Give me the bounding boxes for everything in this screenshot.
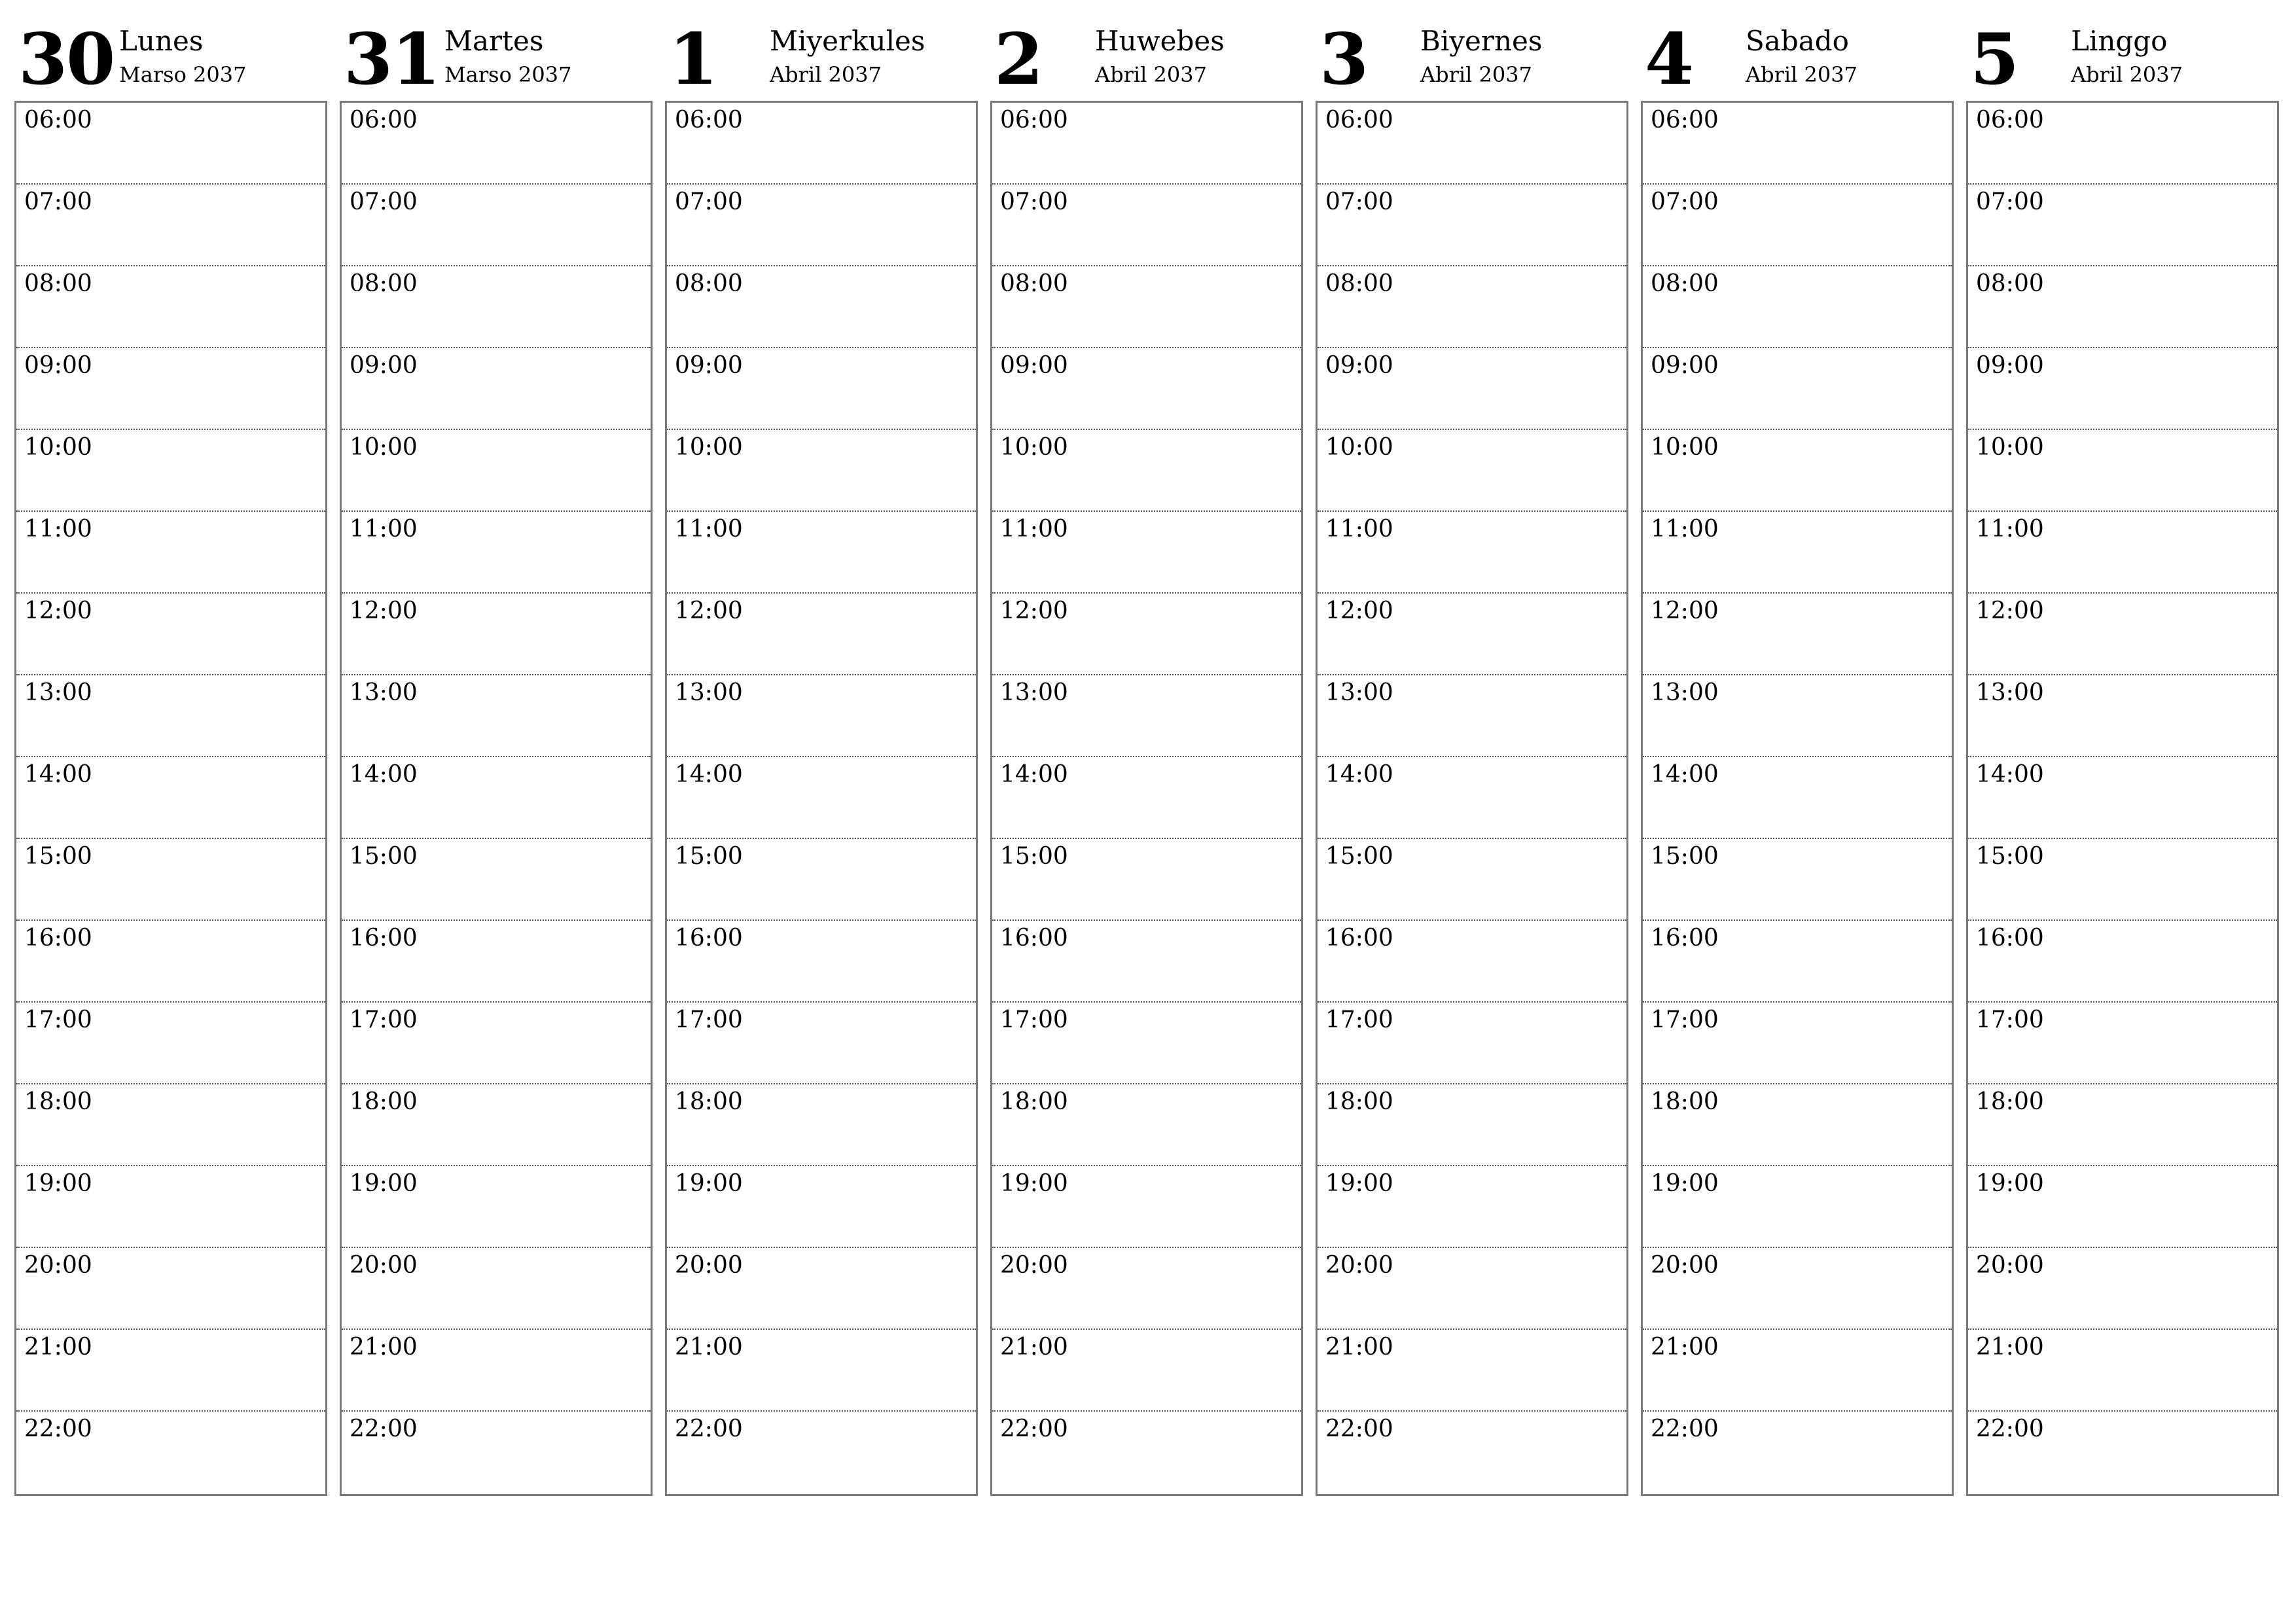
hour-slot[interactable] [667, 185, 976, 266]
hour-label: 22:00 [1651, 1416, 1719, 1442]
day-number: 4 [1645, 18, 1693, 101]
hour-label: 08:00 [1651, 270, 1719, 297]
hour-slot[interactable] [16, 1412, 325, 1493]
hour-slot[interactable] [667, 430, 976, 512]
hour-slot[interactable] [992, 266, 1301, 348]
hour-label: 20:00 [1651, 1252, 1719, 1279]
hour-slot[interactable] [992, 594, 1301, 675]
hour-slot[interactable] [16, 103, 325, 185]
hour-slot[interactable] [992, 675, 1301, 757]
hour-slot[interactable] [342, 430, 651, 512]
hour-slot[interactable] [1643, 1248, 1952, 1330]
hour-slot[interactable] [1318, 594, 1626, 675]
day-schedule [1641, 101, 1954, 1496]
hour-slot[interactable] [992, 757, 1301, 839]
hour-label: 09:00 [24, 352, 92, 379]
hour-slot[interactable] [1643, 1003, 1952, 1084]
hour-label: 15:00 [1651, 843, 1719, 870]
day-month: Abril 2037 [2071, 62, 2183, 87]
hour-slot[interactable] [342, 348, 651, 430]
hour-slot[interactable] [992, 1248, 1301, 1330]
hour-slot[interactable] [992, 1412, 1301, 1493]
hour-label: 06:00 [1651, 107, 1719, 134]
hour-slot[interactable] [1968, 1166, 2277, 1248]
hour-label: 10:00 [1651, 434, 1719, 461]
hour-slot[interactable] [1968, 1084, 2277, 1166]
hour-slot[interactable] [1318, 430, 1626, 512]
hour-label: 14:00 [675, 761, 743, 788]
hour-label: 10:00 [1976, 434, 2044, 461]
day-header [14, 20, 326, 99]
hour-label: 17:00 [675, 1007, 743, 1033]
hour-slot[interactable] [1968, 103, 2277, 185]
day-header [1966, 20, 2278, 99]
hour-label: 21:00 [24, 1334, 92, 1361]
hour-slot[interactable] [342, 1166, 651, 1248]
day-header [665, 20, 977, 99]
hour-label: 17:00 [1325, 1007, 1393, 1033]
hour-slot[interactable] [1318, 1248, 1626, 1330]
hour-slot[interactable] [667, 1003, 976, 1084]
hour-label: 14:00 [24, 761, 92, 788]
hour-slot[interactable] [992, 839, 1301, 921]
hour-slot[interactable] [1318, 185, 1626, 266]
hour-label: 13:00 [1651, 679, 1719, 706]
hour-label: 19:00 [24, 1170, 92, 1197]
hour-slot[interactable] [16, 675, 325, 757]
hour-label: 08:00 [1976, 270, 2044, 297]
hour-label: 12:00 [24, 597, 92, 624]
hour-slot[interactable] [1643, 1330, 1952, 1412]
hour-slot[interactable] [16, 266, 325, 348]
day-month: Marso 2037 [119, 62, 247, 87]
hour-slot[interactable] [992, 1084, 1301, 1166]
hour-label: 11:00 [675, 516, 743, 543]
hour-slot[interactable] [1643, 1412, 1952, 1493]
hour-slot[interactable] [992, 430, 1301, 512]
hour-slot[interactable] [342, 1248, 651, 1330]
hour-slot[interactable] [1643, 430, 1952, 512]
hour-slot[interactable] [667, 1412, 976, 1493]
hour-slot[interactable] [16, 512, 325, 594]
hour-slot[interactable] [1968, 430, 2277, 512]
hour-label: 11:00 [1976, 516, 2044, 543]
day-column [990, 18, 1302, 1442]
hour-label: 14:00 [1651, 761, 1719, 788]
hour-slot[interactable] [1968, 757, 2277, 839]
hour-slot[interactable] [1318, 1166, 1626, 1248]
hour-slot[interactable] [342, 103, 651, 185]
hour-slot[interactable] [1643, 1084, 1952, 1166]
hour-label: 07:00 [24, 188, 92, 215]
day-number: 30 [18, 18, 115, 101]
hour-slot[interactable] [667, 839, 976, 921]
hour-label: 10:00 [675, 434, 743, 461]
hour-slot[interactable] [1968, 675, 2277, 757]
hour-label: 08:00 [1000, 270, 1068, 297]
hour-label: 17:00 [24, 1007, 92, 1033]
day-name: Huwebes [1095, 25, 1225, 57]
hour-label: 17:00 [1000, 1007, 1068, 1033]
hour-label: 07:00 [675, 188, 743, 215]
hour-label: 18:00 [1000, 1088, 1068, 1115]
day-month: Abril 2037 [1095, 62, 1207, 87]
weekly-planner [14, 20, 2289, 1499]
day-month: Marso 2037 [444, 62, 572, 87]
hour-slot[interactable] [342, 839, 651, 921]
hour-label: 13:00 [675, 679, 743, 706]
hour-label: 21:00 [1325, 1334, 1393, 1361]
hour-label: 08:00 [350, 270, 418, 297]
hour-label: 19:00 [1651, 1170, 1719, 1197]
hour-label: 16:00 [350, 925, 418, 952]
hour-label: 15:00 [24, 843, 92, 870]
hour-label: 07:00 [1000, 188, 1068, 215]
hour-label: 22:00 [1000, 1416, 1068, 1442]
hour-label: 06:00 [350, 107, 418, 134]
hour-label: 18:00 [1325, 1088, 1393, 1115]
hour-label: 12:00 [1000, 597, 1068, 624]
hour-label: 17:00 [350, 1007, 418, 1033]
hour-label: 14:00 [350, 761, 418, 788]
hour-slot[interactable] [1968, 266, 2277, 348]
hour-slot[interactable] [342, 1084, 651, 1166]
hour-label: 08:00 [675, 270, 743, 297]
hour-label: 13:00 [1976, 679, 2044, 706]
hour-label: 21:00 [1651, 1334, 1719, 1361]
hour-slot[interactable] [342, 1412, 651, 1493]
hour-label: 16:00 [1325, 925, 1393, 952]
hour-slot[interactable] [1318, 348, 1626, 430]
hour-label: 09:00 [350, 352, 418, 379]
hour-slot[interactable] [1643, 103, 1952, 185]
hour-label: 22:00 [350, 1416, 418, 1442]
hour-slot[interactable] [342, 185, 651, 266]
day-number: 5 [1970, 18, 2018, 101]
hour-label: 08:00 [1325, 270, 1393, 297]
hour-label: 06:00 [1000, 107, 1068, 134]
hour-slot[interactable] [667, 921, 976, 1003]
hour-label: 20:00 [1000, 1252, 1068, 1279]
hour-label: 09:00 [1000, 352, 1068, 379]
hour-label: 12:00 [1651, 597, 1719, 624]
hour-label: 21:00 [1000, 1334, 1068, 1361]
hour-slot[interactable] [1318, 1412, 1626, 1493]
hour-label: 06:00 [1976, 107, 2044, 134]
hour-label: 13:00 [24, 679, 92, 706]
hour-slot[interactable] [16, 594, 325, 675]
hour-slot[interactable] [1968, 185, 2277, 266]
hour-label: 12:00 [1976, 597, 2044, 624]
hour-slot[interactable] [1318, 839, 1626, 921]
hour-label: 13:00 [1000, 679, 1068, 706]
day-number: 31 [344, 18, 440, 101]
hour-label: 18:00 [1651, 1088, 1719, 1115]
hour-label: 10:00 [1325, 434, 1393, 461]
hour-label: 12:00 [1325, 597, 1393, 624]
hour-slot[interactable] [1968, 348, 2277, 430]
hour-label: 11:00 [350, 516, 418, 543]
hour-slot[interactable] [667, 103, 976, 185]
hour-slot[interactable] [1968, 1248, 2277, 1330]
hour-label: 12:00 [675, 597, 743, 624]
hour-slot[interactable] [1643, 594, 1952, 675]
day-name: Sabado [1746, 25, 1849, 57]
hour-label: 10:00 [350, 434, 418, 461]
hour-label: 08:00 [24, 270, 92, 297]
hour-label: 22:00 [1976, 1416, 2044, 1442]
hour-label: 12:00 [350, 597, 418, 624]
day-schedule [665, 101, 978, 1496]
hour-slot[interactable] [16, 757, 325, 839]
day-column [1641, 18, 1952, 1442]
hour-label: 10:00 [24, 434, 92, 461]
hour-slot[interactable] [1968, 594, 2277, 675]
hour-label: 19:00 [1325, 1170, 1393, 1197]
hour-slot[interactable] [992, 1166, 1301, 1248]
hour-slot[interactable] [1968, 1330, 2277, 1412]
day-name: Miyerkules [770, 25, 925, 57]
hour-label: 19:00 [1976, 1170, 2044, 1197]
hour-slot[interactable] [667, 675, 976, 757]
hour-slot[interactable] [667, 348, 976, 430]
hour-slot[interactable] [16, 839, 325, 921]
hour-label: 11:00 [1000, 516, 1068, 543]
hour-slot[interactable] [342, 675, 651, 757]
hour-slot[interactable] [1968, 921, 2277, 1003]
hour-slot[interactable] [1968, 1003, 2277, 1084]
hour-label: 22:00 [24, 1416, 92, 1442]
hour-label: 11:00 [1651, 516, 1719, 543]
hour-label: 17:00 [1651, 1007, 1719, 1033]
day-column [340, 18, 651, 1442]
hour-label: 09:00 [675, 352, 743, 379]
hour-label: 19:00 [675, 1170, 743, 1197]
hour-label: 22:00 [675, 1416, 743, 1442]
hour-label: 07:00 [1325, 188, 1393, 215]
hour-slot[interactable] [16, 185, 325, 266]
hour-slot[interactable] [1968, 512, 2277, 594]
hour-label: 18:00 [24, 1088, 92, 1115]
hour-label: 06:00 [675, 107, 743, 134]
day-schedule [340, 101, 653, 1496]
hour-slot[interactable] [1968, 1412, 2277, 1493]
hour-label: 16:00 [675, 925, 743, 952]
hour-slot[interactable] [16, 1330, 325, 1412]
hour-label: 11:00 [24, 516, 92, 543]
hour-label: 15:00 [1976, 843, 2044, 870]
hour-label: 20:00 [350, 1252, 418, 1279]
day-column [665, 18, 977, 1442]
day-header [340, 20, 651, 99]
hour-slot[interactable] [1643, 757, 1952, 839]
day-header [990, 20, 1302, 99]
day-schedule [1316, 101, 1628, 1496]
hour-slot[interactable] [667, 757, 976, 839]
hour-slot[interactable] [992, 512, 1301, 594]
hour-slot[interactable] [1643, 512, 1952, 594]
hour-label: 20:00 [24, 1252, 92, 1279]
hour-label: 14:00 [1976, 761, 2044, 788]
day-month: Abril 2037 [1746, 62, 1857, 87]
day-month: Abril 2037 [770, 62, 882, 87]
hour-slot[interactable] [342, 1003, 651, 1084]
hour-slot[interactable] [342, 757, 651, 839]
hour-label: 14:00 [1000, 761, 1068, 788]
hour-slot[interactable] [1643, 348, 1952, 430]
hour-label: 09:00 [1976, 352, 2044, 379]
day-column [1316, 18, 1627, 1442]
hour-slot[interactable] [342, 921, 651, 1003]
day-name: Martes [444, 25, 544, 57]
hour-slot[interactable] [1318, 757, 1626, 839]
hour-slot[interactable] [1643, 1166, 1952, 1248]
day-column [14, 18, 326, 1442]
hour-label: 20:00 [1976, 1252, 2044, 1279]
day-number: 1 [669, 18, 717, 101]
hour-label: 21:00 [350, 1334, 418, 1361]
hour-slot[interactable] [992, 1003, 1301, 1084]
hour-slot[interactable] [667, 266, 976, 348]
hour-slot[interactable] [1318, 512, 1626, 594]
day-name: Biyernes [1420, 25, 1543, 57]
hour-label: 15:00 [675, 843, 743, 870]
hour-label: 16:00 [1000, 925, 1068, 952]
day-number: 3 [1319, 18, 1368, 101]
hour-label: 21:00 [675, 1334, 743, 1361]
hour-slot[interactable] [342, 594, 651, 675]
hour-slot[interactable] [1643, 266, 1952, 348]
hour-slot[interactable] [342, 266, 651, 348]
hour-slot[interactable] [1643, 675, 1952, 757]
hour-label: 11:00 [1325, 516, 1393, 543]
hour-slot[interactable] [992, 348, 1301, 430]
hour-slot[interactable] [16, 430, 325, 512]
hour-slot[interactable] [1318, 675, 1626, 757]
hour-slot[interactable] [667, 1084, 976, 1166]
day-number: 2 [994, 18, 1043, 101]
hour-slot[interactable] [992, 185, 1301, 266]
day-name: Linggo [2071, 25, 2168, 57]
hour-label: 20:00 [675, 1252, 743, 1279]
hour-slot[interactable] [667, 1166, 976, 1248]
day-header [1316, 20, 1627, 99]
hour-label: 18:00 [675, 1088, 743, 1115]
hour-slot[interactable] [16, 1166, 325, 1248]
day-header [1641, 20, 1952, 99]
hour-label: 16:00 [24, 925, 92, 952]
hour-label: 15:00 [1325, 843, 1393, 870]
hour-label: 13:00 [350, 679, 418, 706]
day-name: Lunes [119, 25, 204, 57]
day-month: Abril 2037 [1420, 62, 1532, 87]
hour-label: 09:00 [1325, 352, 1393, 379]
hour-slot[interactable] [16, 1084, 325, 1166]
hour-slot[interactable] [1318, 1003, 1626, 1084]
day-schedule [990, 101, 1303, 1496]
hour-slot[interactable] [992, 103, 1301, 185]
hour-slot[interactable] [1643, 839, 1952, 921]
hour-label: 07:00 [350, 188, 418, 215]
hour-slot[interactable] [667, 1248, 976, 1330]
hour-slot[interactable] [1318, 266, 1626, 348]
hour-slot[interactable] [667, 512, 976, 594]
day-schedule [14, 101, 327, 1496]
hour-slot[interactable] [1318, 921, 1626, 1003]
hour-slot[interactable] [16, 348, 325, 430]
hour-slot[interactable] [1318, 1084, 1626, 1166]
hour-label: 18:00 [1976, 1088, 2044, 1115]
hour-label: 19:00 [350, 1170, 418, 1197]
hour-label: 14:00 [1325, 761, 1393, 788]
hour-label: 06:00 [1325, 107, 1393, 134]
hour-slot[interactable] [992, 921, 1301, 1003]
hour-slot[interactable] [342, 512, 651, 594]
hour-label: 15:00 [1000, 843, 1068, 870]
hour-label: 09:00 [1651, 352, 1719, 379]
hour-slot[interactable] [1318, 103, 1626, 185]
hour-label: 21:00 [1976, 1334, 2044, 1361]
hour-slot[interactable] [667, 1330, 976, 1412]
hour-slot[interactable] [1968, 839, 2277, 921]
hour-slot[interactable] [1643, 921, 1952, 1003]
hour-label: 18:00 [350, 1088, 418, 1115]
hour-slot[interactable] [16, 1248, 325, 1330]
hour-slot[interactable] [667, 594, 976, 675]
day-schedule [1966, 101, 2279, 1496]
hour-label: 16:00 [1651, 925, 1719, 952]
hour-slot[interactable] [1643, 185, 1952, 266]
hour-label: 19:00 [1000, 1170, 1068, 1197]
hour-slot[interactable] [992, 1330, 1301, 1412]
hour-label: 06:00 [24, 107, 92, 134]
day-column [1966, 18, 2278, 1442]
hour-slot[interactable] [342, 1330, 651, 1412]
hour-slot[interactable] [16, 921, 325, 1003]
hour-label: 13:00 [1325, 679, 1393, 706]
hour-label: 07:00 [1976, 188, 2044, 215]
hour-slot[interactable] [16, 1003, 325, 1084]
hour-label: 20:00 [1325, 1252, 1393, 1279]
hour-slot[interactable] [1318, 1330, 1626, 1412]
hour-label: 10:00 [1000, 434, 1068, 461]
hour-label: 17:00 [1976, 1007, 2044, 1033]
hour-label: 15:00 [350, 843, 418, 870]
hour-label: 16:00 [1976, 925, 2044, 952]
hour-label: 07:00 [1651, 188, 1719, 215]
hour-label: 22:00 [1325, 1416, 1393, 1442]
